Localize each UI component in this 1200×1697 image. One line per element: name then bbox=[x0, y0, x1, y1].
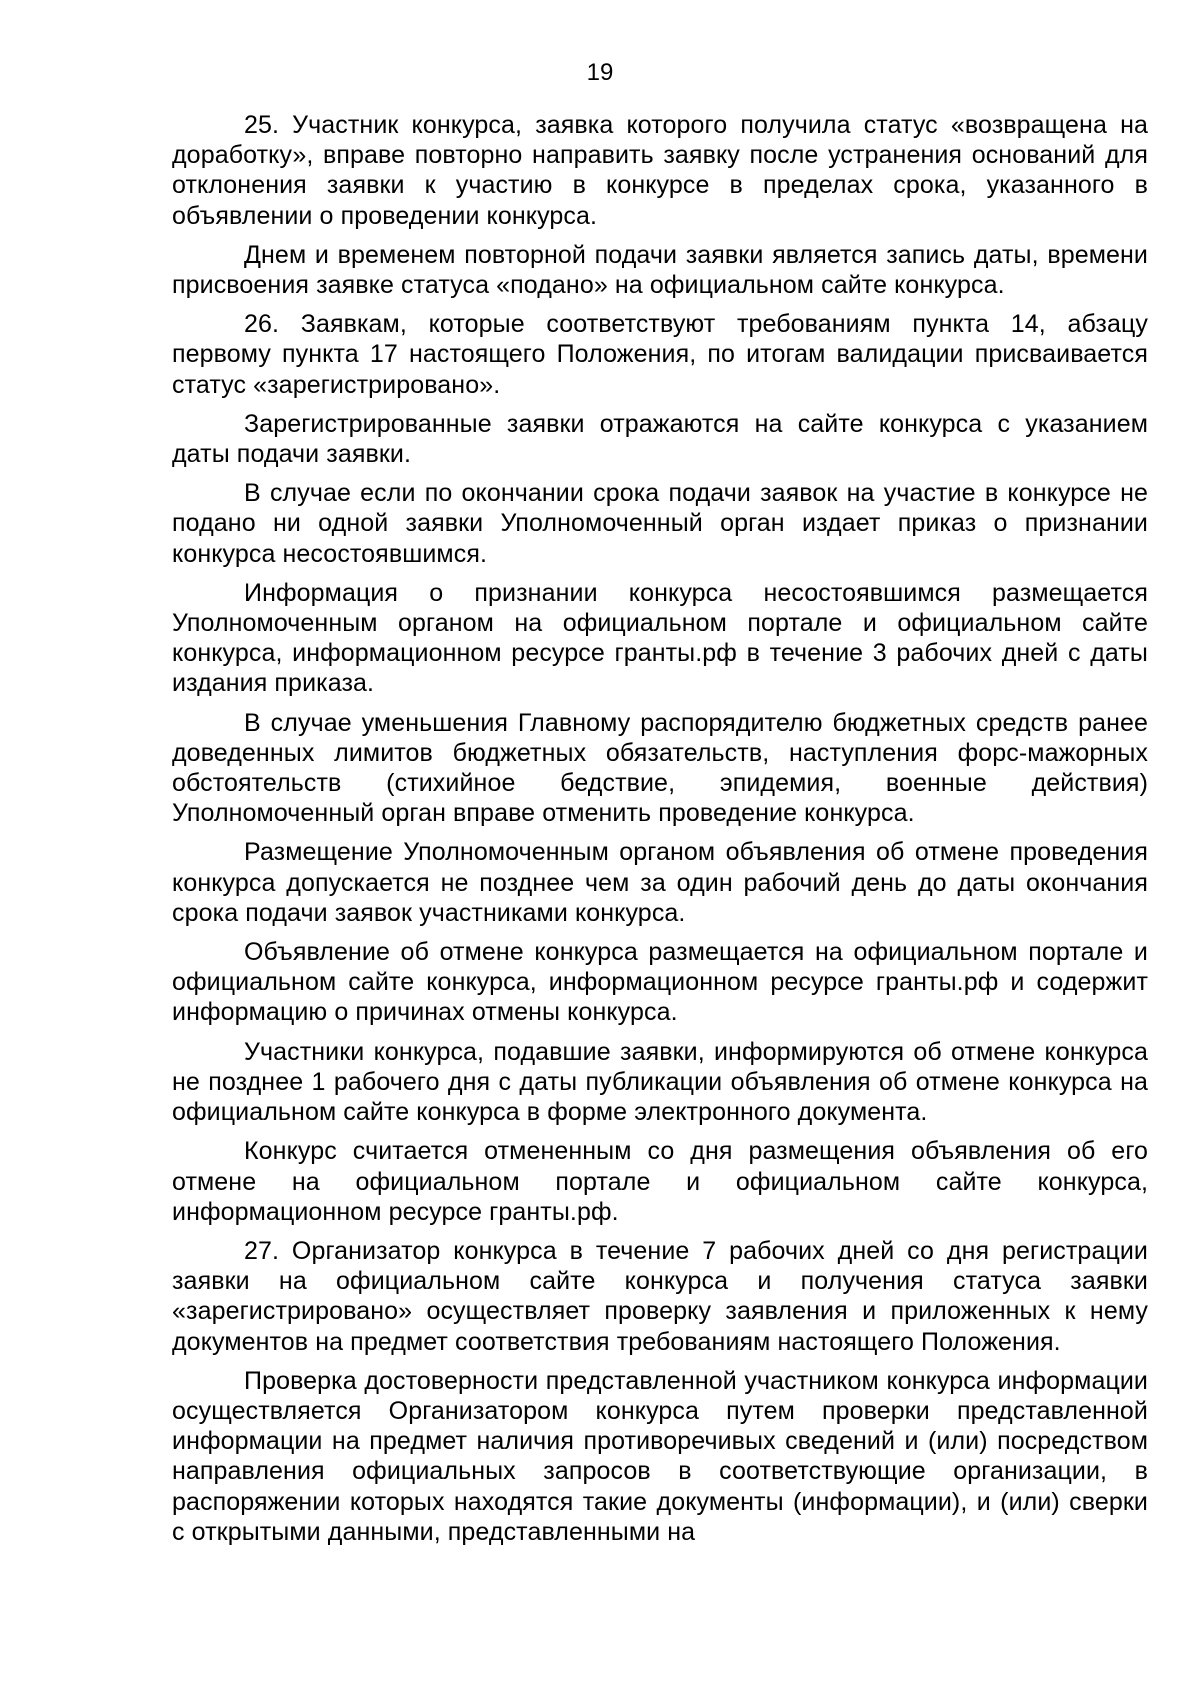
paragraph-verification: Проверка достоверности представленной участником конкурса информации осуществляется Организатором конкурса путем проверки представленной информации на предмет наличия противоречивых сведений и (или) посредством направления официальных запросов в соответствующие организации, в распоряжении которых находятся такие документы (информации), и (или) сверки с открытыми данными, представленными на bbox=[172, 1366, 1148, 1546]
paragraph-registered-applications: Зарегистрированные заявки отражаются на сайте конкурса с указанием даты подачи заявки. bbox=[172, 409, 1148, 469]
paragraph-cancellation-grounds: В случае уменьшения Главному распорядителю бюджетных средств ранее доведенных лимитов бюджетных обязательств, наступления форс-мажорных обстоятельств (стихийное бедствие, эпидемия, военные действия) Уполномоченный орган вправе отменить проведение конкурса. bbox=[172, 708, 1148, 828]
page-number: 19 bbox=[586, 59, 614, 86]
paragraph-no-applications: В случае если по окончании срока подачи заявок на участие в конкурсе не подано ни одной заявки Уполномоченный орган издает приказ о признании конкурса несостоявшимся. bbox=[172, 479, 1148, 568]
paragraph-participants-notification: Участники конкурса, подавшие заявки, информируются об отмене конкурса не позднее 1 рабочего дня с даты публикации объявления об отмене конкурса на официальном сайте конкурса в форме электронного документа. bbox=[172, 1037, 1148, 1127]
paragraph-cancellation-announcement: Объявление об отмене конкурса размещается на официальном портале и официальном сайте конкурса, информационном ресурсе гранты.рф и содержит информацию о причинах отмены конкурса. bbox=[172, 938, 1148, 1027]
document-body bbox=[172, 110, 1148, 1556]
paragraph-failed-contest-info: Информация о признании конкурса несостоявшимся размещается Уполномоченным органом на официальном портале и официальном сайте конкурса, информационном ресурсе гранты.рф в течение 3 рабочих дней с даты издания приказа. bbox=[172, 578, 1148, 698]
paragraph-27: 27. Организатор конкурса в течение 7 рабочих дней со дня регистрации заявки на официальном сайте конкурса и получения статуса заявки «зарегистрировано» осуществляет проверку заявления и приложенных к нему документов на предмет соответствия требованиям настоящего Положения. bbox=[172, 1236, 1148, 1356]
paragraph-25: 25. Участник конкурса, заявка которого получила статус «возвращена на доработку», вправе повторно направить заявку после устранения оснований для отклонения заявки к участию в конкурсе в пределах срока, указанного в объявлении о проведении конкурса. bbox=[172, 111, 1148, 230]
paragraph-cancellation-deadline: Размещение Уполномоченным органом объявления об отмене проведения конкурса допускается не позднее чем за один рабочий день до даты окончания срока подачи заявок участниками конкурса. bbox=[172, 838, 1148, 927]
paragraph-contest-cancelled: Конкурс считается отмененным со дня размещения объявления об его отмене на официальном портале и официальном сайте конкурса, информационном ресурсе гранты.рф. bbox=[172, 1137, 1148, 1226]
paragraph-26: 26. Заявкам, которые соответствуют требованиям пункта 14, абзацу первому пункта 17 настоящего Положения, по итогам валидации присваивается статус «зарегистрировано». bbox=[172, 310, 1148, 399]
paragraph-resubmission-time: Днем и временем повторной подачи заявки является запись даты, времени присвоения заявке статуса «подано» на официальном сайте конкурса. bbox=[172, 240, 1148, 300]
